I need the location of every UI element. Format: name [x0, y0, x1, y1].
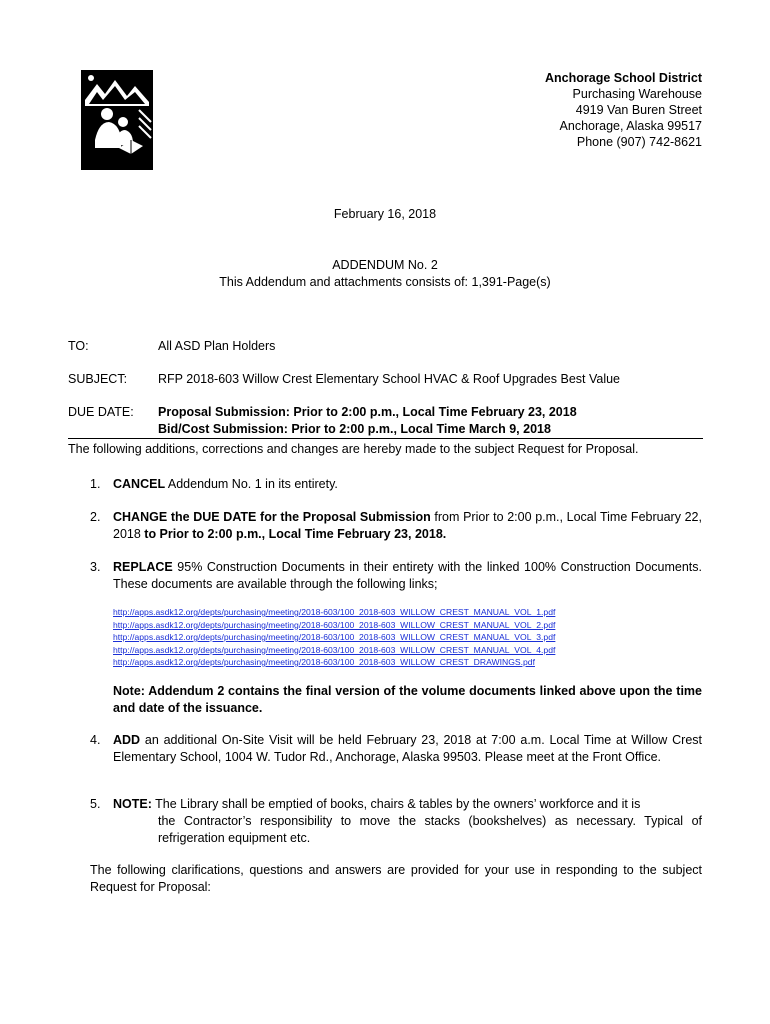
item-number: 3.: [90, 560, 101, 574]
list-item: [90, 509, 702, 543]
to-label: TO:: [68, 339, 89, 353]
city-state-zip: Anchorage, Alaska 99517: [559, 119, 702, 133]
list-item: [90, 732, 702, 766]
addendum-title: ADDENDUM No. 2: [332, 258, 438, 272]
item-keyword: REPLACE: [113, 560, 173, 574]
subject-value: RFP 2018-603 Willow Crest Elementary School HVAC & Roof Upgrades Best Value: [158, 372, 621, 386]
item-text: an additional On-Site Visit will be held February 23, 2018 at 7:00 a.m. Local Time at Willow Crest Elementary School, 1004 W. Tudor Rd., Anchorage, Alaska 99503. Please meet at the Front Office.: [113, 733, 702, 764]
list-item: [90, 559, 702, 593]
link-manual-vol-1[interactable]: http://apps.asdk12.org/depts/purchasing/meeting/2018-603/100_2018-603_WILLOW_CREST_MANUAL_VOL_1.pdf: [113, 607, 556, 617]
item-keyword: CANCEL: [113, 477, 166, 491]
item-number: 2.: [90, 510, 101, 524]
department-name: Purchasing Warehouse: [572, 87, 702, 101]
address-block: [545, 70, 702, 150]
addendum-heading: [0, 257, 770, 291]
item-number: 4.: [90, 733, 101, 747]
intro-text: The following additions, corrections and changes are hereby made to the subject Request for Proposal.: [68, 442, 639, 456]
item-keyword: ADD: [113, 733, 141, 747]
divider-line: [68, 438, 703, 439]
item-text: The Library shall be emptied of books, chairs & tables by the owners’ workforce and it is: [151, 797, 641, 811]
addendum-page-count: This Addendum and attachments consists of: 1,391-Page(s): [219, 275, 551, 289]
phone-number: Phone (907) 742-8621: [576, 135, 702, 149]
item-keyword: CHANGE the DUE DATE for the Proposal Submission: [113, 510, 431, 524]
item-text-continued: the Contractor’s responsibility to move the stacks (bookshelves) as necessary. Typical of refrigeration equipment etc.: [158, 814, 702, 845]
link-manual-vol-4[interactable]: http://apps.asdk12.org/depts/purchasing/meeting/2018-603/100_2018-603_WILLOW_CREST_MANUAL_VOL_4.pdf: [113, 644, 556, 655]
item-text: 95% Construction Documents in their entirety with the linked 100% Construction Documents. These documents are available through the following links;: [113, 560, 702, 591]
asd-logo-icon: [81, 70, 153, 170]
item-new-date: to Prior to 2:00 p.m., Local Time February 23, 2018.: [144, 527, 447, 541]
district-name: Anchorage School District: [545, 71, 702, 85]
item-text: from Prior to 2:00 p.m., Local Time February 22, 2018: [113, 510, 702, 541]
list-item: [90, 796, 702, 847]
due-date-label: DUE DATE:: [68, 405, 134, 419]
link-manual-vol-3[interactable]: http://apps.asdk12.org/depts/purchasing/meeting/2018-603/100_2018-603_WILLOW_CREST_MANUAL_VOL_3.pdf: [113, 632, 556, 642]
addendum-note: Note: Addendum 2 contains the final version of the volume documents linked above upon the time and date of the issuance.: [113, 684, 702, 715]
link-manual-vol-2[interactable]: http://apps.asdk12.org/depts/purchasing/meeting/2018-603/100_2018-603_WILLOW_CREST_MANUAL_VOL_2.pdf: [113, 619, 556, 630]
item-keyword: NOTE:: [113, 797, 152, 811]
closing-paragraph: The following clarifications, questions and answers are provided for your use in responding to the subject Request for Proposal:: [90, 863, 702, 894]
due-date-proposal: Proposal Submission: Prior to 2:00 p.m., Local Time February 23, 2018: [158, 405, 577, 419]
list-item: [90, 476, 702, 493]
item-number: 5.: [90, 797, 101, 811]
subject-label: SUBJECT:: [68, 372, 128, 386]
item-number: 1.: [90, 477, 101, 491]
document-date: February 16, 2018: [333, 207, 437, 221]
document-links: [113, 606, 555, 669]
to-value: All ASD Plan Holders: [158, 339, 276, 353]
street-address: 4919 Van Buren Street: [575, 103, 702, 117]
link-drawings[interactable]: http://apps.asdk12.org/depts/purchasing/meeting/2018-603/100_2018-603_WILLOW_CREST_DRAWINGS.pdf: [113, 657, 535, 667]
due-date-bid: Bid/Cost Submission: Prior to 2:00 p.m., Local Time March 9, 2018: [158, 422, 551, 436]
item-text: Addendum No. 1 in its entirety.: [165, 477, 338, 491]
